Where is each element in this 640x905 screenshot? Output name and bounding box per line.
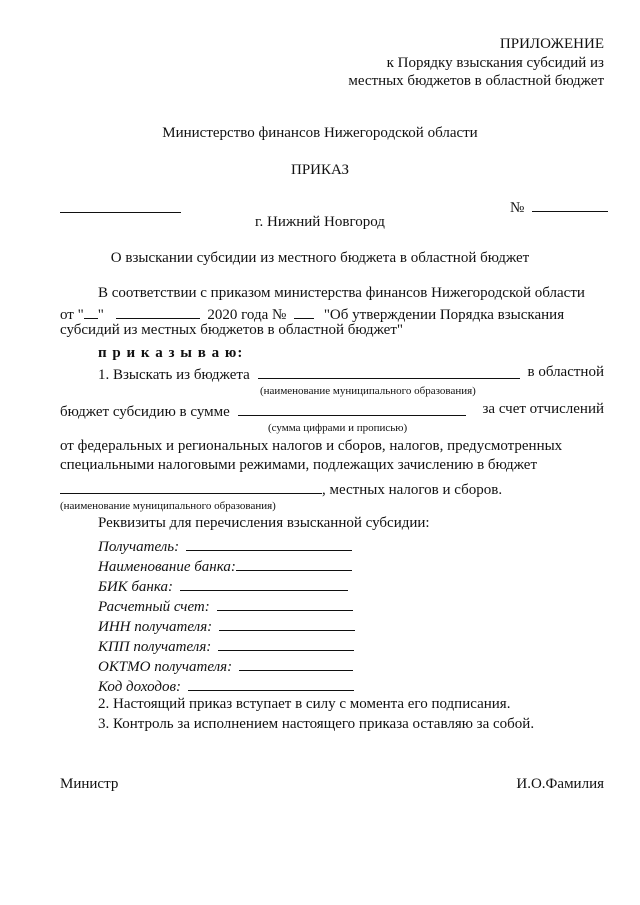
signature-position: Министр <box>60 776 119 792</box>
preamble-quote: " <box>97 307 104 323</box>
item1-subsidy-amount: бюджет субсидию в сумме <box>60 404 230 420</box>
kpp-blank[interactable] <box>218 636 354 651</box>
appendix-title: ПРИЛОЖЕНИЕ <box>499 36 604 52</box>
item1-line-5: специальными налоговыми режимами, подлежащих зачислению в бюджет <box>60 457 538 473</box>
requisite-account <box>98 596 353 616</box>
order-number-blank[interactable] <box>294 304 314 319</box>
appendix-line-2: местных бюджетов в областной бюджет <box>348 73 604 89</box>
requisite-bank <box>98 556 352 576</box>
order-word: п р и к а з ы в а ю: <box>98 345 244 361</box>
requisite-bik <box>98 576 348 596</box>
ministry-name: Министерство финансов Нижегородской области <box>162 125 478 141</box>
recipient-blank[interactable] <box>186 536 352 551</box>
item1-line-6 <box>60 479 502 499</box>
item3: 3. Контроль за исполнением настоящего приказа оставляю за собой. <box>98 716 535 732</box>
day-blank[interactable] <box>84 304 98 319</box>
appendix-line-1: к Порядку взыскания субсидий из <box>386 55 604 71</box>
item1-to-regional: в областной <box>527 364 604 380</box>
preamble-line-3: субсидий из местных бюджетов в областной бюджет" <box>60 322 403 338</box>
income-code-blank[interactable] <box>188 676 354 691</box>
municipality-budget-blank[interactable] <box>258 364 520 379</box>
item1-line-2 <box>60 401 466 421</box>
bank-label: Наименование банка: <box>98 559 236 575</box>
oktmo-blank[interactable] <box>239 656 353 671</box>
municipality-blank-2[interactable] <box>60 479 322 494</box>
date-blank[interactable] <box>60 198 181 213</box>
item2: 2. Настоящий приказ вступает в силу с момента его подписания. <box>98 696 511 712</box>
requisite-kpp <box>98 636 354 656</box>
bank-blank[interactable] <box>236 556 352 571</box>
hint-municipality-2: (наименование муниципального образования) <box>60 500 276 512</box>
inn-label: ИНН получателя: <box>98 619 213 635</box>
bik-blank[interactable] <box>180 576 348 591</box>
document-subject: О взыскании субсидии из местного бюджета в областной бюджет <box>110 250 530 266</box>
requisite-oktmo <box>98 656 353 676</box>
inn-blank[interactable] <box>219 616 355 631</box>
amount-blank[interactable] <box>238 401 466 416</box>
preamble-year: 2020 года № <box>207 307 287 323</box>
city: г. Нижний Новгород <box>255 214 385 230</box>
income-code-label: Код доходов: <box>98 679 181 695</box>
requisites-heading: Реквизиты для перечисления взысканной субсидии: <box>98 515 430 531</box>
item1-collect: 1. Взыскать из бюджета <box>98 367 250 383</box>
bik-label: БИК банка: <box>98 579 174 595</box>
hint-amount: (сумма цифрами и прописью) <box>268 422 408 434</box>
preamble-line-2 <box>60 304 604 324</box>
signature-name: И.О.Фамилия <box>516 776 604 792</box>
preamble-from: от " <box>60 307 84 323</box>
item1-line-1 <box>98 364 520 384</box>
item1-deductions: за счет отчислений <box>482 401 604 417</box>
item1-local-taxes: , местных налогов и сборов. <box>322 482 503 498</box>
requisite-recipient <box>98 536 352 556</box>
requisite-inn <box>98 616 355 636</box>
preamble-line-1: В соответствии с приказом министерства финансов Нижегородской области <box>98 285 585 301</box>
oktmo-label: ОКТМО получателя: <box>98 659 233 675</box>
month-blank[interactable] <box>116 304 200 319</box>
preamble-order-title: "Об утверждении Порядка взыскания <box>323 307 565 323</box>
account-label: Расчетный счет: <box>98 599 210 615</box>
account-blank[interactable] <box>217 596 353 611</box>
number-sign: № <box>510 200 525 216</box>
number-blank[interactable] <box>532 197 608 212</box>
recipient-label: Получатель: <box>98 539 180 555</box>
item1-line-4: от федеральных и региональных налогов и сборов, налогов, предусмотренных <box>60 438 563 454</box>
hint-municipality-1: (наименование муниципального образования) <box>260 385 476 397</box>
requisite-income-code <box>98 676 354 696</box>
document-type: ПРИКАЗ <box>291 162 349 178</box>
kpp-label: КПП получателя: <box>98 639 212 655</box>
